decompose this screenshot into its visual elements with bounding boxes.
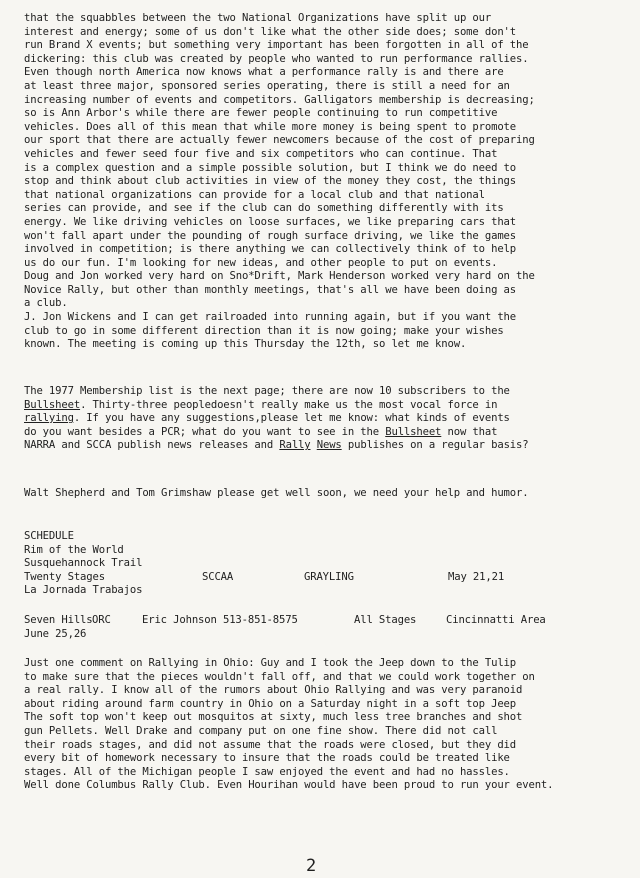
text-line: club to go in some different direction than it is now going; make your wishes xyxy=(24,324,504,337)
schedule-date: June 25,26 xyxy=(24,627,87,640)
text-line: Even though north America now knows what a performance rally is and there are xyxy=(24,66,504,79)
text-line: vehicles. Does all of this mean that while more money is being spent to promote xyxy=(24,120,517,133)
text-line: at least three major, sponsored series operating, there is still a need for an xyxy=(24,79,510,92)
schedule-event: Twenty Stages xyxy=(24,570,105,583)
schedule-event: La Jornada Trabajos xyxy=(24,584,143,597)
text-line: vehicles and fewer seed four five and six competitors who can continue. That xyxy=(24,147,498,160)
bullsheet-title: Bullsheet xyxy=(24,398,81,411)
text-line xyxy=(24,439,624,453)
text-line: known. The meeting is coming up this Thursday the 12th, so let me know. xyxy=(24,338,467,351)
text-line: involved in competition; is there anything we can collectively think of to help xyxy=(24,243,517,256)
page-number: 2 xyxy=(306,856,317,876)
schedule-stages: All Stages xyxy=(354,614,417,626)
text-line: dickering: this club was created by people who wanted to run performance rallies. xyxy=(24,52,529,65)
rally-news-title: News xyxy=(316,439,342,452)
text-line: a club. xyxy=(24,297,68,310)
schedule-event: Rim of the World xyxy=(24,543,124,556)
rally-news-title: Rally xyxy=(279,439,311,452)
schedule-event: Susquehannock Trail xyxy=(24,557,143,570)
text-line: Well done Columbus Rally Club. Even Hourihan would have been proud to run your event. xyxy=(24,779,554,792)
text-line: so is Ann Arbor's while there are fewer people continuing to run competitive xyxy=(24,107,498,120)
text-line: us do our fun. I'm looking for new ideas, and other people to put on events. xyxy=(24,256,498,269)
text-fragment: . If you have any suggestions,please let me know: what kinds of events xyxy=(73,412,510,425)
text-line: run Brand X events; but something very important has been forgotten in all of the xyxy=(24,39,529,52)
text-line: increasing number of events and competitors. Galligators membership is decreasing; xyxy=(24,93,535,106)
schedule-organizer: ORC xyxy=(92,614,111,626)
bullsheet-title: Bullsheet xyxy=(385,425,442,438)
text-line: our sport that there are actually fewer newcomers because of the cost of preparing xyxy=(24,134,535,147)
text-line: their roads stages, and did not assume that the roads were closed, but they did xyxy=(24,738,517,751)
text-line: Doug and Jon worked very hard on Sno*Drift, Mark Henderson worked very hard on the xyxy=(24,270,535,283)
text-line: Just one comment on Rallying in Ohio: Guy and I took the Jeep down to the Tulip xyxy=(24,657,517,669)
schedule-event: Seven Hills xyxy=(24,614,93,626)
schedule-venue: GRAYLING xyxy=(304,570,354,583)
schedule-area: Cincinnatti Area xyxy=(446,614,546,626)
text-line xyxy=(24,399,624,413)
text-line: to make sure that the pieces wouldn't fall off, and that we could work together on xyxy=(24,670,535,683)
text-fragment: do you want besides a PCR; what do you want to see in the xyxy=(24,425,386,438)
text-line: about riding around farm country in Ohio on a Saturday night in a soft top Jeep xyxy=(24,697,517,710)
text-line: The 1977 Membership list is the next page; there are now 10 subscribers to the xyxy=(24,385,510,397)
text-line: is a complex question and a simple possible solution, but I think we do need to xyxy=(24,161,517,174)
text-line: energy. We like driving vehicles on loose surfaces, we like preparing cars that xyxy=(24,215,517,228)
text-line: series can provide, and see if the club can do something differently with its xyxy=(24,202,504,215)
text-fragment: NARRA and SCCA publish news releases and xyxy=(24,439,280,452)
schedule-contact: Eric Johnson 513-851-8575 xyxy=(142,614,298,626)
text-line: stop and think about club activities in view of the money they cost, the things xyxy=(24,175,517,188)
text-line: The soft top won't keep out mosquitos at sixty, much less tree branches and shot xyxy=(24,711,523,724)
get-well-note xyxy=(24,487,624,501)
text-fragment: publishes on a regular basis? xyxy=(341,439,529,452)
text-line: that the squabbles between the two National Organizations have split up our xyxy=(24,12,492,24)
text-fragment: . Thirty-three peopledoesn't really make us the most vocal force in xyxy=(80,398,498,411)
text-line: interest and energy; some of us don't like what the other side does; some don't xyxy=(24,25,517,38)
opening-paragraph xyxy=(24,12,624,352)
rallying-word: rallying xyxy=(24,412,74,425)
text-line: that national organizations can provide for a local club and that national xyxy=(24,188,485,201)
text-line: gun Pellets. Well Drake and company put on one fine show. There did not call xyxy=(24,724,498,737)
text-line xyxy=(24,426,624,440)
schedule-heading: SCHEDULE xyxy=(24,530,74,542)
schedule-section xyxy=(24,530,624,598)
text-line: Novice Rally, but other than monthly meetings, that's all we have been doing as xyxy=(24,283,517,296)
membership-paragraph xyxy=(24,385,624,453)
text-line: J. Jon Wickens and I can get railroaded into running again, but if you want the xyxy=(24,311,517,324)
schedule-date: May 21,21 xyxy=(448,570,505,583)
text-line: stages. All of the Michigan people I saw enjoyed the event and had no hassles. xyxy=(24,765,510,778)
schedule-organizer: SCCAA xyxy=(202,570,234,583)
text-line xyxy=(24,412,624,426)
text-line: every bit of homework necessary to insure that the roads could be treated like xyxy=(24,752,510,765)
text-line: a real rally. I know all of the rumors about Ohio Rallying and was very paranoid xyxy=(24,684,523,697)
text-line: Walt Shepherd and Tom Grimshaw please get well soon, we need your help and humor. xyxy=(24,487,529,499)
schedule-entry-seven-hills xyxy=(24,614,624,641)
text-line: won't fall apart under the pounding of rough surface driving, we like the games xyxy=(24,229,517,242)
ohio-rally-comment xyxy=(24,657,624,793)
text-fragment: now that xyxy=(441,425,498,438)
